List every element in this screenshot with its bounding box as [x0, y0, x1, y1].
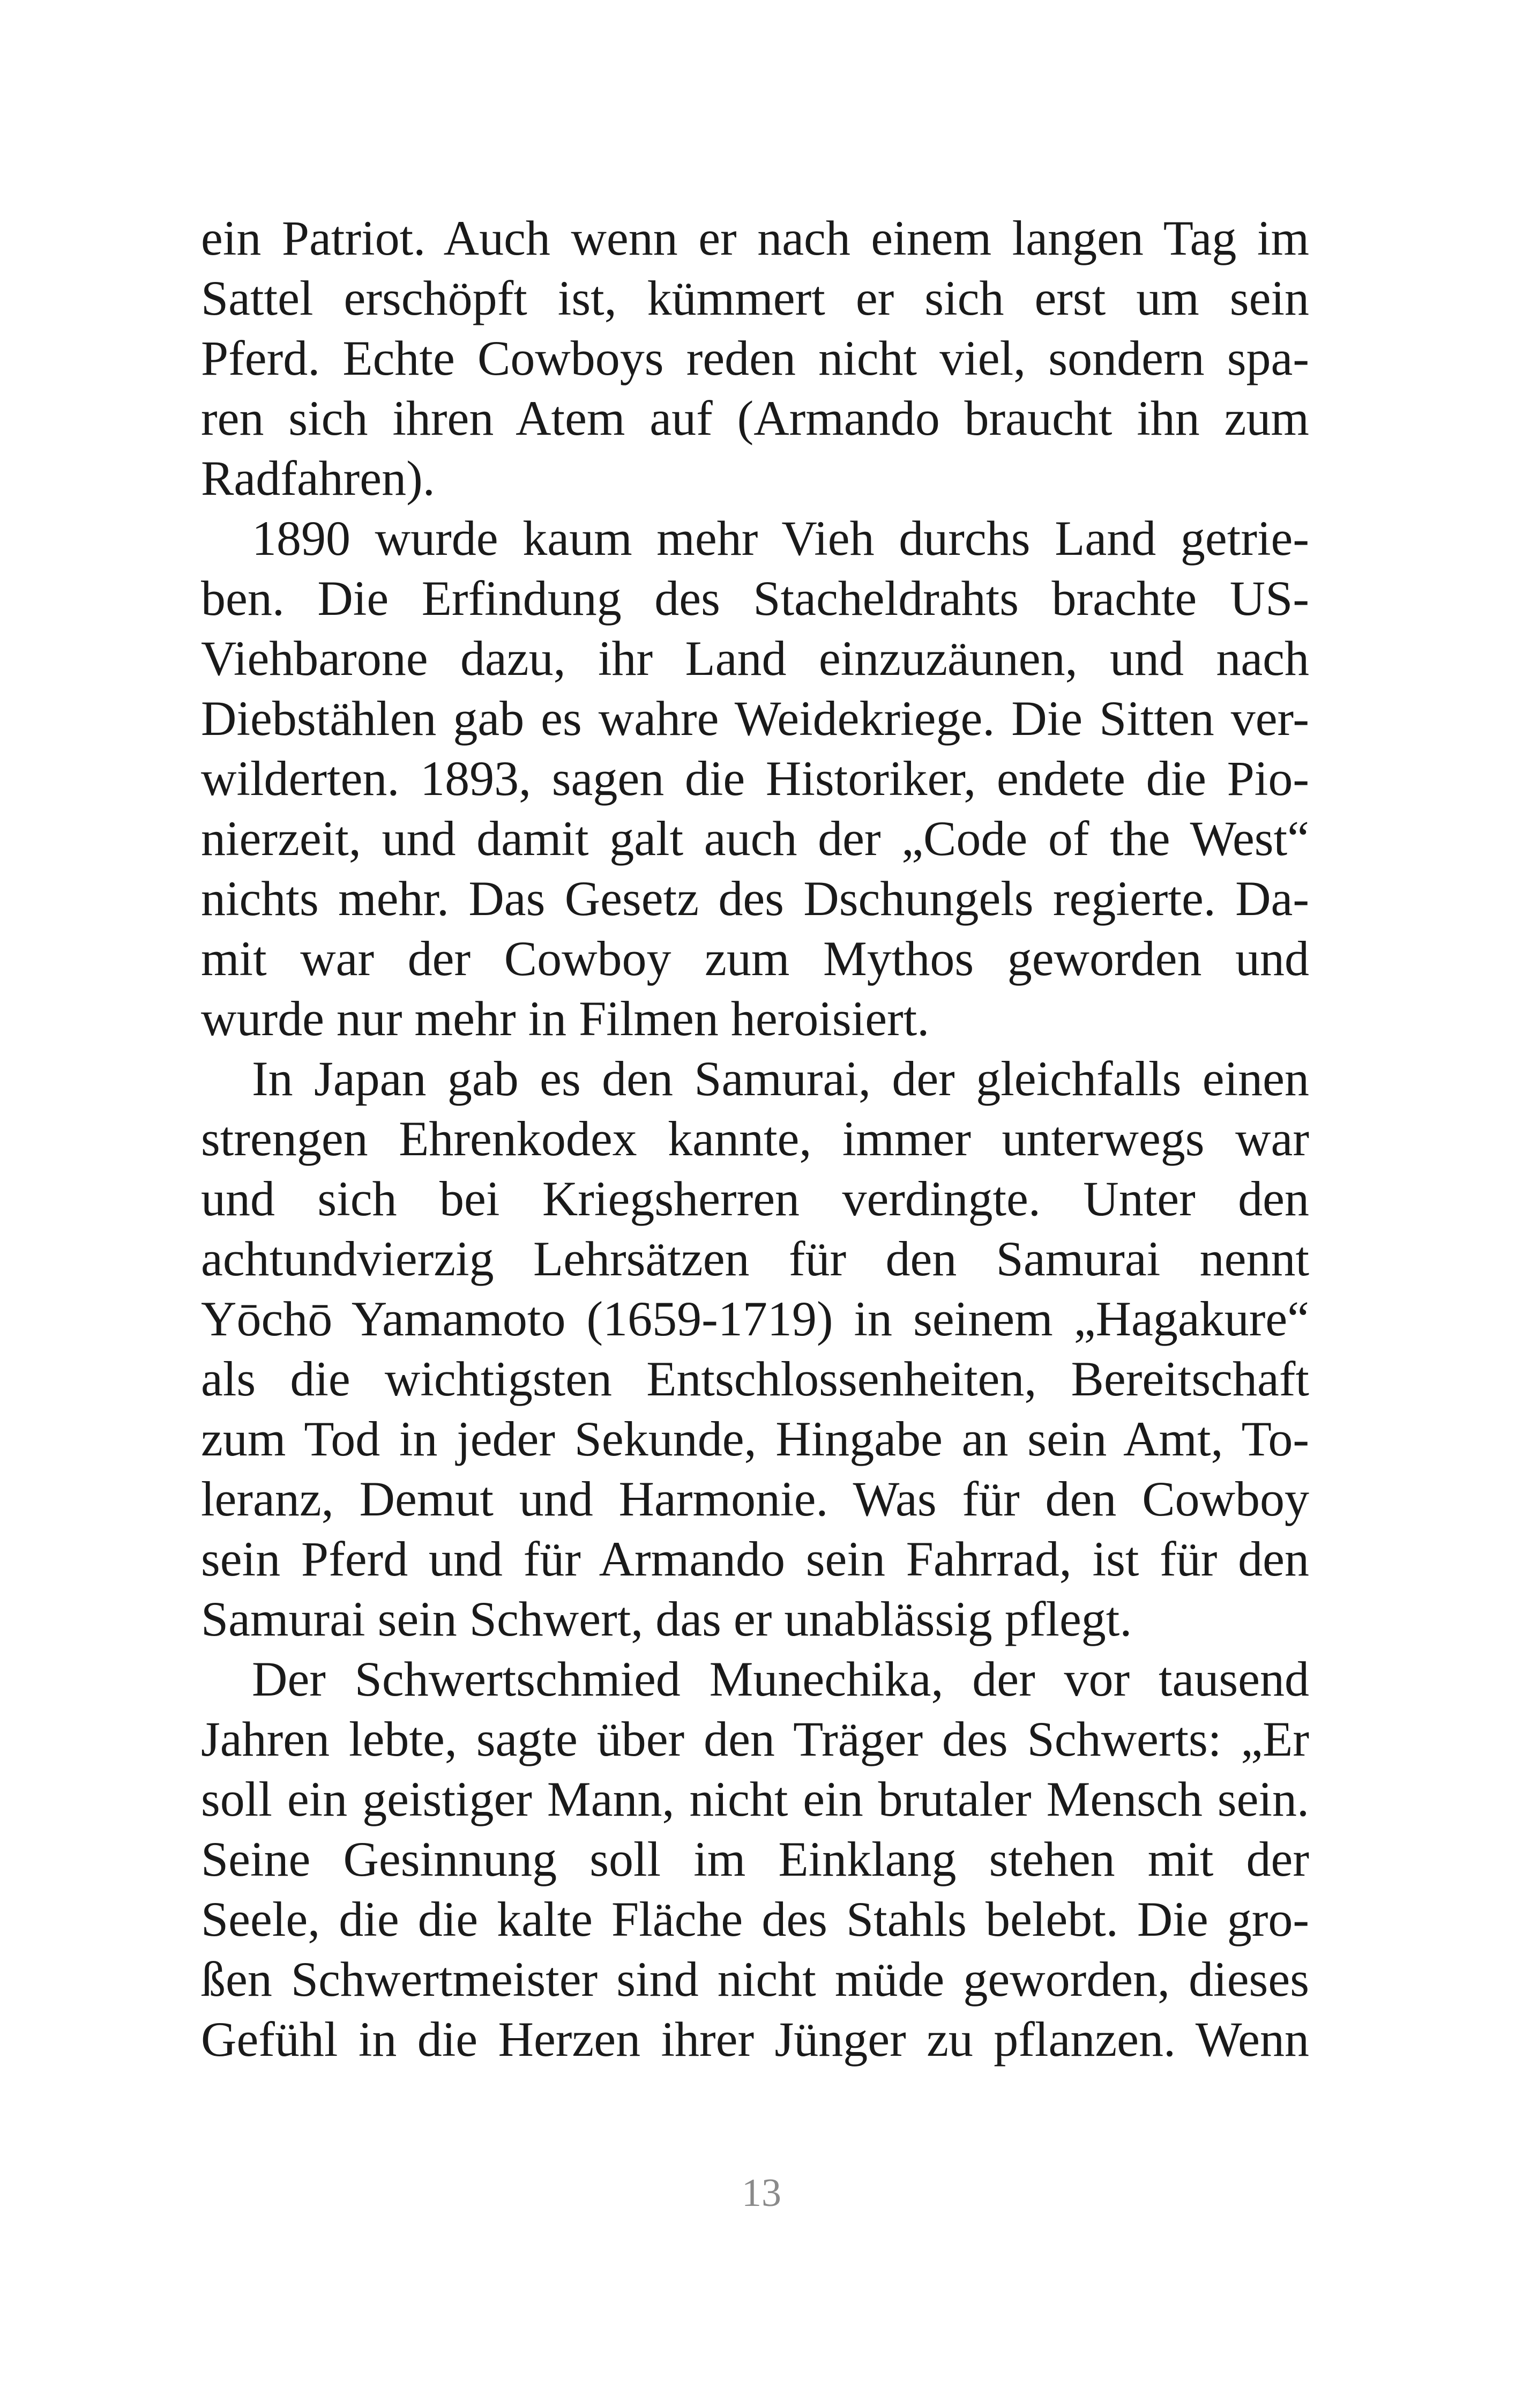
text-line: und sich bei Kriegsherren verdingte. Unter den	[201, 1171, 1309, 1226]
text-line: wurde nur mehr in Filmen heroisiert.	[201, 991, 930, 1046]
text-line: Viehbarone dazu, ihr Land einzuzäunen, und nach	[201, 631, 1309, 686]
text-line: Samurai sein Schwert, das er unablässig pflegt.	[201, 1592, 1132, 1646]
text-line: Diebstählen gab es wahre Weidekriege. Die Sitten ver-	[201, 691, 1309, 746]
page-number: 13	[742, 2171, 781, 2215]
text-line: Pferd. Echte Cowboys reden nicht viel, sondern spa-	[201, 331, 1309, 385]
text-line: ren sich ihren Atem auf (Armando braucht ihn zum	[201, 391, 1309, 445]
text-line: nierzeit, und damit galt auch der „Code of the West“	[201, 811, 1309, 866]
text-line: Der Schwertschmied Munechika, der vor tausend	[252, 1652, 1309, 1706]
text-line: Jahren lebte, sagte über den Träger des Schwerts: „Er	[201, 1712, 1309, 1766]
text-line: als die wichtigsten Entschlossenheiten, Bereitschaft	[201, 1351, 1309, 1406]
text-line: ein Patriot. Auch wenn er nach einem langen Tag im	[201, 211, 1309, 265]
text-line: mit war der Cowboy zum Mythos geworden und	[201, 931, 1309, 986]
text-line: In Japan gab es den Samurai, der gleichfalls einen	[252, 1051, 1309, 1106]
text-line: Seine Gesinnung soll im Einklang stehen mit der	[201, 1832, 1309, 1886]
text-line: Yōchō Yamamoto (1659-1719) in seinem „Hagakure“	[201, 1291, 1309, 1346]
text-line: strengen Ehrenkodex kannte, immer unterwegs war	[201, 1111, 1309, 1166]
text-line: Seele, die die kalte Fläche des Stahls belebt. Die gro-	[201, 1892, 1309, 1946]
text-line: Radfahren).	[201, 451, 435, 506]
body-text	[201, 208, 1309, 2069]
text-line: zum Tod in jeder Sekunde, Hingabe an sein Amt, To-	[201, 1411, 1309, 1466]
text-line: Gefühl in die Herzen ihrer Jünger zu pflanzen. Wenn	[201, 2012, 1309, 2067]
text-line: ben. Die Erfindung des Stacheldrahts brachte US-	[201, 571, 1309, 626]
text-line: Sattel erschöpft ist, kümmert er sich erst um sein	[201, 271, 1309, 325]
text-line: wilderten. 1893, sagen die Historiker, endete die Pio-	[201, 751, 1309, 806]
text-line: 1890 wurde kaum mehr Vieh durchs Land getrie-	[252, 511, 1309, 566]
text-line: ßen Schwertmeister sind nicht müde geworden, dieses	[201, 1952, 1309, 2006]
text-line: leranz, Demut und Harmonie. Was für den Cowboy	[201, 1471, 1309, 1526]
text-line: sein Pferd und für Armando sein Fahrrad, ist für den	[201, 1532, 1309, 1586]
text-line: nichts mehr. Das Gesetz des Dschungels regierte. Da-	[201, 871, 1309, 926]
text-line: achtundvierzig Lehrsätzen für den Samurai nennt	[201, 1231, 1309, 1286]
text-line: soll ein geistiger Mann, nicht ein brutaler Mensch sein.	[201, 1772, 1309, 1826]
